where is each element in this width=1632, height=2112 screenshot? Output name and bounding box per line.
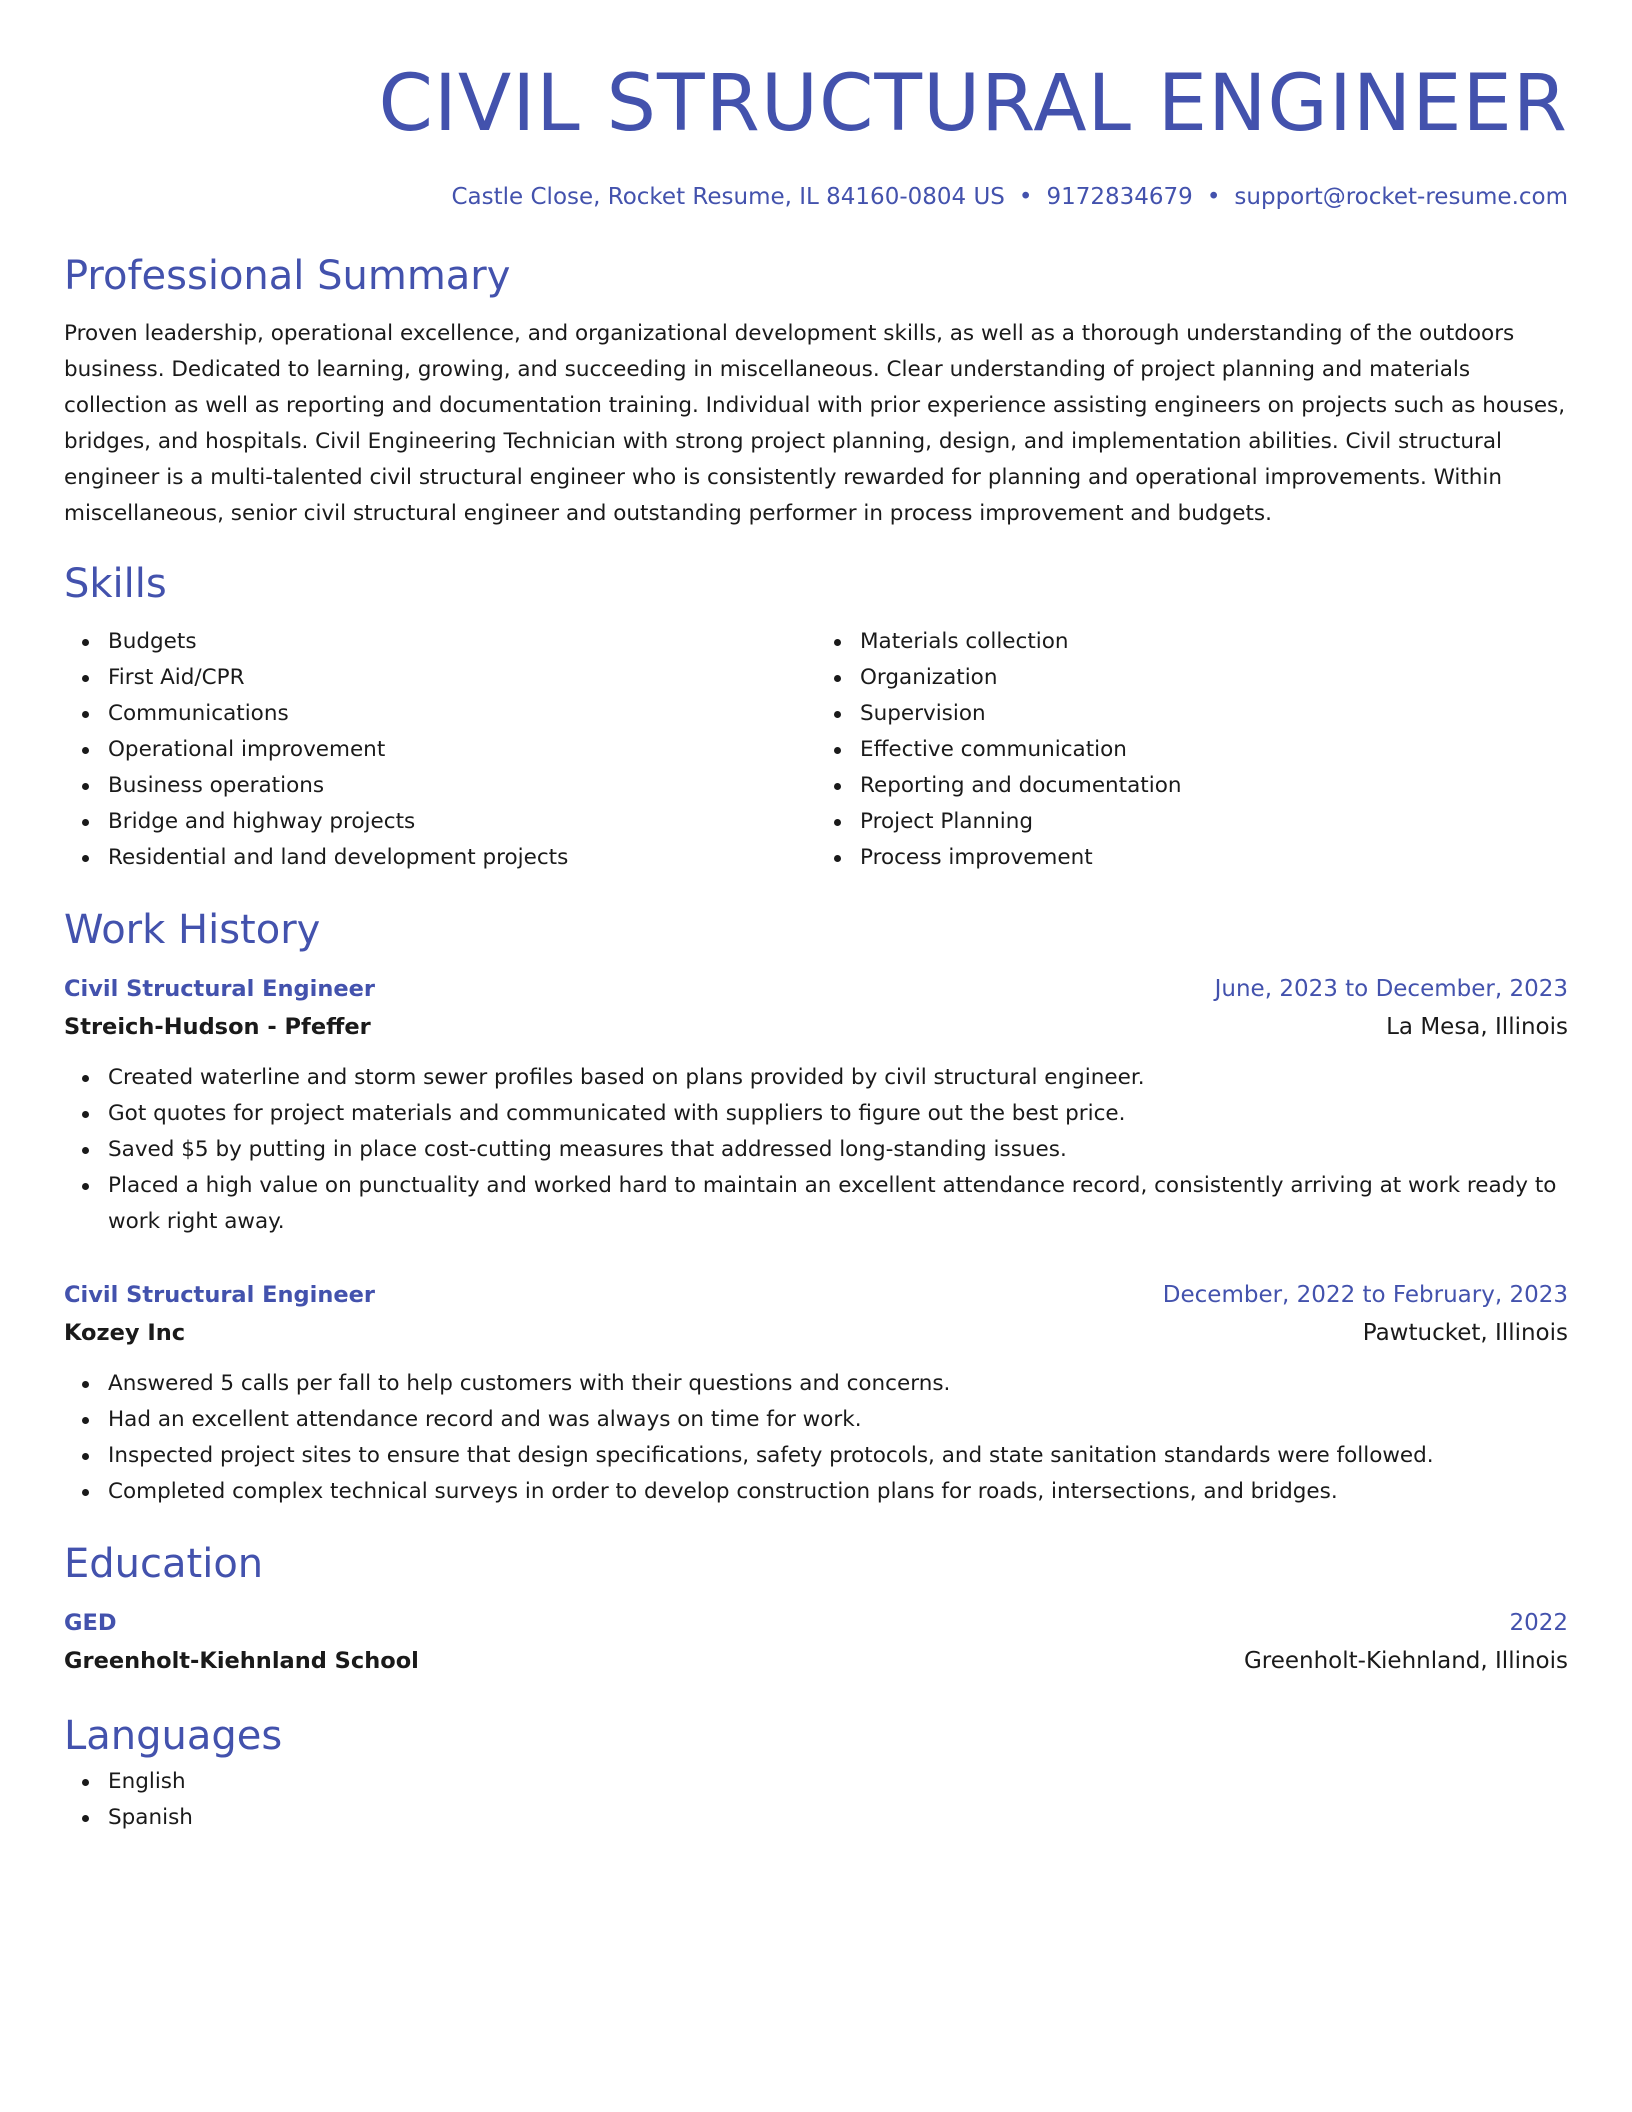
education-school-row: [64, 1642, 1568, 1680]
job-dates: June, 2023 to December, 2023: [1214, 976, 1568, 1002]
skill-item: Organization: [860, 660, 1568, 696]
job-role: Civil Structural Engineer: [64, 1282, 376, 1308]
education-entry: [64, 1604, 1568, 1680]
education-degree-row: [64, 1604, 1568, 1642]
education-heading: Education: [64, 1541, 264, 1587]
summary-text: Proven leadership, operational excellence, and organizational development skills, as well as a thorough understanding of the outdoors business. Dedicated to learning, growing, and succeeding in miscellaneous. Clear understanding of project planning and materials collection as well as reporting and documentation training. Individual with prior experience assisting engineers on projects such as houses, bridges, and hospitals. Civil Engineering Technician with strong project planning, design, and implementation abilities. Civil structural engineer is a multi-talented civil structural engineer who is consistently rewarded for planning and operational improvements. Within miscellaneous, senior civil structural engineer and outstanding performer in process improvement and budgets.: [64, 321, 1566, 526]
skills-heading: Skills: [64, 561, 167, 607]
job-company: Streich-Hudson - Pfeffer: [64, 1014, 371, 1040]
skills-right-column: [816, 624, 1568, 876]
language-item: Spanish: [108, 1800, 1568, 1836]
skill-item: Supervision: [860, 696, 1568, 732]
education-school: Greenholt-Kiehnland School: [64, 1648, 419, 1674]
skill-item: Bridge and highway projects: [108, 804, 816, 840]
job-company-row: [64, 1314, 1568, 1352]
job-duty: Completed complex technical surveys in order to develop construction plans for roads, intersections, and bridges.: [108, 1474, 1568, 1510]
languages-list: [64, 1764, 1568, 1836]
job-duty: Had an excellent attendance record and was always on time for work.: [108, 1402, 1568, 1438]
job-role: Civil Structural Engineer: [64, 976, 376, 1002]
contact-phone: 9172834679: [1046, 184, 1193, 210]
job-duty: Answered 5 calls per fall to help customers with their questions and concerns.: [108, 1366, 1568, 1402]
contact-address: Castle Close, Rocket Resume, IL 84160-0804 US: [451, 184, 1005, 210]
skill-item: Materials collection: [860, 624, 1568, 660]
job-duty: Placed a high value on punctuality and worked hard to maintain an excellent attendance record, consistently arriving at work ready to work right away.: [108, 1168, 1568, 1240]
job-duties: [64, 1060, 1568, 1240]
skill-item: Communications: [108, 696, 816, 732]
skill-item: Operational improvement: [108, 732, 816, 768]
job-location: Pawtucket, Illinois: [1362, 1320, 1568, 1346]
skill-item: Process improvement: [860, 840, 1568, 876]
skill-item: Business operations: [108, 768, 816, 804]
skill-item: Residential and land development projects: [108, 840, 816, 876]
job-duties: [64, 1366, 1568, 1510]
job-company: Kozey Inc: [64, 1320, 186, 1346]
job-company-row: [64, 1008, 1568, 1046]
job-duty: Created waterline and storm sewer profiles based on plans provided by civil structural engineer.: [108, 1060, 1568, 1096]
contact-separator: •: [1018, 184, 1033, 210]
resume-header: [64, 54, 1568, 214]
skills-left-column: [64, 624, 816, 876]
skill-item: First Aid/CPR: [108, 660, 816, 696]
education-year: 2022: [1509, 1610, 1568, 1636]
languages-heading: Languages: [64, 1713, 283, 1759]
resume-name: CIVIL STRUCTURAL ENGINEER: [378, 59, 1568, 149]
contact-email: support@rocket-resume.com: [1234, 184, 1568, 210]
work-history-heading: Work History: [64, 907, 321, 953]
contact-line: [64, 180, 1568, 214]
job-entry: [64, 1276, 1568, 1510]
contact-separator: •: [1206, 184, 1221, 210]
education-degree: GED: [64, 1610, 117, 1636]
education-location: Greenholt-Kiehnland, Illinois: [1243, 1648, 1568, 1674]
skill-item: Budgets: [108, 624, 816, 660]
summary-heading: Professional Summary: [64, 253, 511, 299]
job-dates: December, 2022 to February, 2023: [1162, 1282, 1568, 1308]
skill-item: Reporting and documentation: [860, 768, 1568, 804]
job-entry: [64, 970, 1568, 1240]
job-title-row: [64, 1276, 1568, 1314]
skill-item: Project Planning: [860, 804, 1568, 840]
skill-item: Effective communication: [860, 732, 1568, 768]
job-duty: Saved $5 by putting in place cost-cutting measures that addressed long-standing issues.: [108, 1132, 1568, 1168]
job-title-row: [64, 970, 1568, 1008]
skills-grid: [64, 624, 1568, 876]
job-duty: Got quotes for project materials and communicated with suppliers to figure out the best price.: [108, 1096, 1568, 1132]
job-location: La Mesa, Illinois: [1386, 1014, 1568, 1040]
language-item: English: [108, 1764, 1568, 1800]
job-duty: Inspected project sites to ensure that design specifications, safety protocols, and state sanitation standards were followed.: [108, 1438, 1568, 1474]
